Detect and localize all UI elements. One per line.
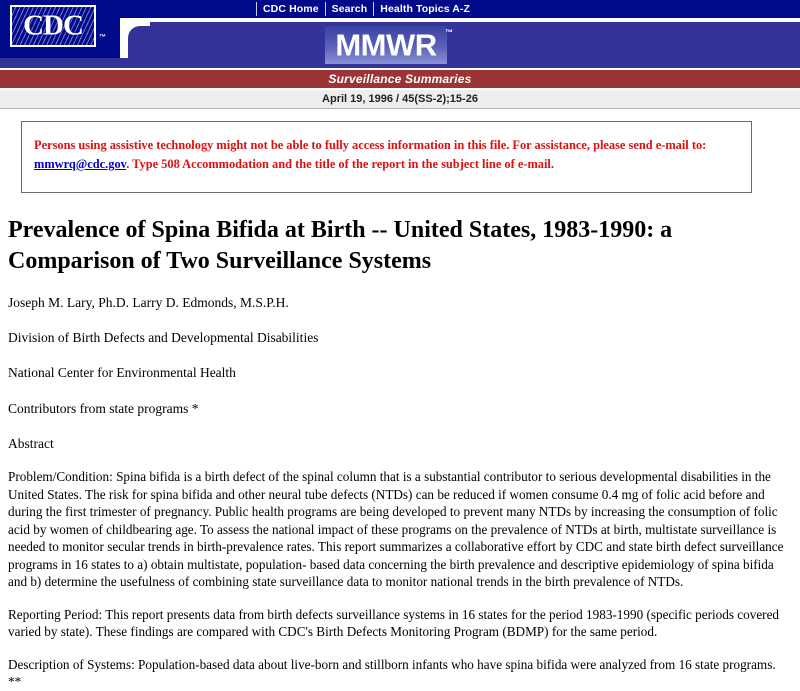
- site-header: [0, 0, 800, 110]
- cdc-logo-block: [0, 0, 120, 58]
- series-banner: [0, 70, 800, 88]
- notice-email-link[interactable]: mmwrq@cdc.gov: [34, 157, 127, 172]
- mmwr-logo-text: MMWR: [335, 27, 437, 63]
- cdc-logo-text: CDC: [23, 9, 83, 42]
- page-title: Prevalence of Spina Bifida at Birth -- United States, 1983-1990: a Comparison of Two Surveillance Systems: [8, 217, 673, 275]
- notice-text-part-one: Persons using assistive technology might not be able to fully access information in this file. For assistance, please send e-mail to:: [34, 138, 707, 152]
- abstract-reporting-period: Reporting Period: This report presents data from birth defects surveillance systems in 16 states for the period 1983-1990 (specific periods covered varied by state). These findings are compared with CDC's Birth Defects Monitoring Program (BDMP) for the same period.: [8, 606, 780, 640]
- notice-text-part-two: . Type 508 Accommodation and the title of the report in the subject line of e-mail.: [126, 157, 554, 172]
- article-authors: Joseph M. Lary, Ph.D. Larry D. Edmonds, M.S.P.H.: [8, 294, 289, 310]
- abstract-heading: Abstract: [8, 435, 54, 451]
- abstract-description-of-systems: Description of Systems: Population-based data about live-born and stillborn infants who have spina bifida were analyzed from 16 state programs. **: [8, 656, 776, 690]
- series-label: Surveillance Summaries: [328, 72, 472, 86]
- mmwr-logo[interactable]: [325, 26, 453, 64]
- nav-divider-icon: [325, 2, 326, 16]
- abstract-problem-condition: Problem/Condition: Spina bifida is a birth defect of the spinal column that is a substantial contributor to serious developmental disabilities in the United States. The risk for spina bifida and other neural tube defects (NTDs) can be reduced if women consume 0.4 mg of folic acid before and during the first trimester of pregnancy. Public health programs are being developed to prevent many NTDs by increasing the consumption of folic acid by women of childbearing age. To assess the national impact of these programs on the prevalence of NTDs at birth, multistate surveillance is needed to monitor secular trends in birth-prevalence rates. This report summarizes a collaborative effort by CDC and state birth defect surveillance programs in 16 states to a) obtain multistate, population- based data concerning the birth prevalence and descriptive epidemiology of spina bifida and b) determine the usefulness of combining state surveillance data to monitor national trends in the birth prevalence of NTDs.: [8, 468, 784, 590]
- nav-link-health-topics[interactable]: Health Topics A-Z: [380, 3, 471, 15]
- cdc-logo-icon[interactable]: [10, 5, 96, 47]
- nav-link-cdc-home[interactable]: CDC Home: [263, 3, 319, 15]
- header-divider: [0, 108, 800, 109]
- article-contributors: Contributors from state programs *: [8, 400, 199, 416]
- accessibility-notice-text: [34, 136, 739, 174]
- article-center: National Center for Environmental Health: [8, 365, 236, 381]
- header-curve-inner-decoration: [128, 26, 152, 58]
- citation-bar: [0, 90, 800, 108]
- nav-divider-icon: [373, 2, 374, 16]
- global-nav-links: [256, 0, 476, 18]
- mmwr-trademark-icon: ™: [445, 28, 453, 37]
- accessibility-notice-box: [21, 121, 752, 193]
- nav-link-search[interactable]: Search: [331, 3, 368, 15]
- cdc-trademark-icon: ™: [99, 34, 106, 41]
- article-division: Division of Birth Defects and Developmental Disabilities: [8, 330, 319, 346]
- citation-text: April 19, 1996 / 45(SS-2);15-26: [322, 93, 478, 105]
- nav-divider-icon: [256, 2, 257, 16]
- article-content: [0, 215, 800, 691]
